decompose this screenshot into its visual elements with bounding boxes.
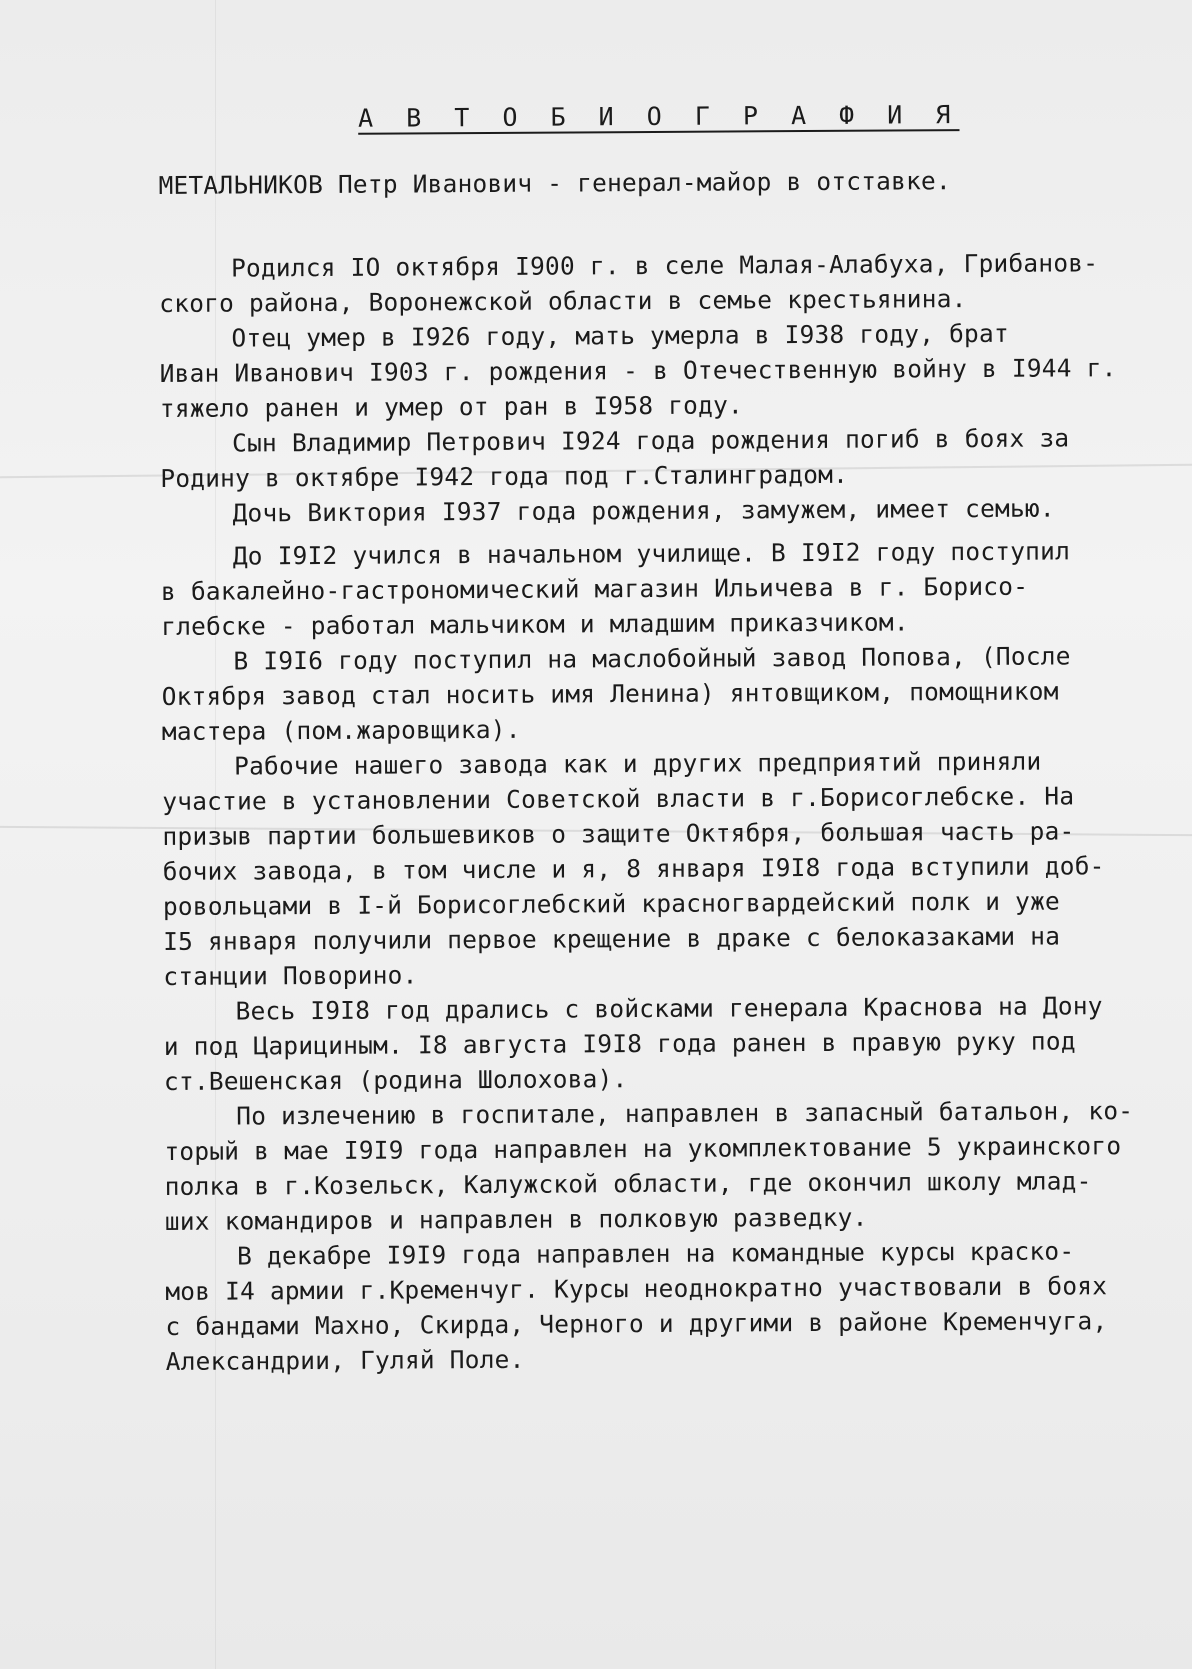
paragraph: [162, 743, 1153, 994]
text-line: Весь I9I8 год дрались с войсками генерала Краснова на Дону: [235, 991, 1103, 1026]
text-line: В I9I6 году поступил на маслобойный завод Попова, (После: [233, 641, 1071, 676]
text-line: Рабочие нашего завода как и других предприятий приняли: [233, 746, 1042, 781]
text-line: призыв партии большевиков о защите Октября, большая часть ра-: [162, 816, 1075, 851]
paragraph: [159, 315, 1150, 426]
paragraph: [163, 988, 1154, 1099]
paragraph: [164, 1093, 1155, 1239]
text-line: полка в г.Козельск, Калужской области, где окончил школу млад-: [164, 1166, 1092, 1201]
text-line: ровольцами в I-й Борисоглебский красногвардейский полк и уже: [162, 886, 1061, 921]
text-line: В декабре I9I9 года направлен на командные курсы краско-: [236, 1236, 1075, 1271]
text-line: в бакалейно-гастрономический магазин Ильичева в г. Борисо-: [160, 571, 1029, 606]
text-line: Александрии, Гуляй Поле.: [165, 1344, 525, 1376]
text-line: Октября завод стал носить имя Ленина) янтовщиком, помощником: [161, 676, 1059, 711]
text-line: По излечению в госпитале, направлен в запасный батальон, ко-: [236, 1096, 1134, 1131]
text-line: торый в мае I9I9 года направлен на укомплектование 5 украинского: [164, 1131, 1122, 1166]
paragraph: [161, 638, 1152, 749]
text-line: мастера (пом.жаровщика).: [161, 714, 521, 746]
text-line: глебске - работал мальчиком и младшим приказчиком.: [161, 607, 909, 641]
text-line: станции Поворино.: [163, 960, 418, 991]
text-line: бочих завода, в том числе и я, 8 января I9I8 года вступили доб-: [162, 851, 1105, 886]
document-subtitle: МЕТАЛЬНИКОВ Петр Иванович - генерал-майор в отставке.: [158, 166, 951, 200]
text-line: с бандами Махно, Скирда, Черного и другими в районе Кременчуга,: [165, 1306, 1108, 1341]
text-line: тяжело ранен и умер от ран в I958 году.: [159, 390, 744, 423]
text-line: Сын Владимир Петрович I924 года рождения погиб в боях за: [232, 423, 1070, 458]
text-line: До I9I2 учился в начальном училище. В I9I2 году поступил: [232, 536, 1071, 571]
text-line: ст.Вешенская (родина Шолохова).: [163, 1064, 628, 1096]
text-line: мов I4 армии г.Кременчуг. Курсы неоднократно участвовали в боях: [165, 1271, 1108, 1306]
text-line: Иван Иванович I903 г. рождения - в Отечественную войну в I944 г.: [159, 353, 1117, 388]
paragraph: [161, 533, 1152, 644]
typewritten-text: [158, 94, 1156, 1379]
text-line: участие в установлении Советской власти в г.Борисоглебске. На: [162, 781, 1075, 816]
paragraph: [160, 490, 1150, 531]
text-line: ших командиров и направлен в полковую разведку.: [164, 1202, 868, 1236]
text-line: Родину в октябре I942 года под г.Сталинградом.: [160, 459, 849, 493]
paragraph: [159, 245, 1149, 321]
text-line: Отец умер в I926 году, мать умерла в I938 году, брат: [231, 318, 1009, 353]
text-line: Дочь Виктория I937 года рождения, замужем, имеет семью.: [232, 493, 1055, 528]
text-line: I5 января получили первое крещение в драке с белоказаками на: [163, 921, 1061, 956]
text-line: ского района, Воронежской области в семье крестьянина.: [159, 284, 967, 318]
paragraph: [165, 1233, 1156, 1379]
document-title: А В Т О Б И О Г Р А Ф И Я: [358, 100, 960, 133]
text-line: Родился IО октября I900 г. в селе Малая-Алабуха, Грибанов-: [230, 248, 1099, 283]
paragraph: [160, 420, 1150, 496]
text-line: и под Царициным. I8 августа I9I8 года ранен в правую руку под: [163, 1026, 1076, 1061]
